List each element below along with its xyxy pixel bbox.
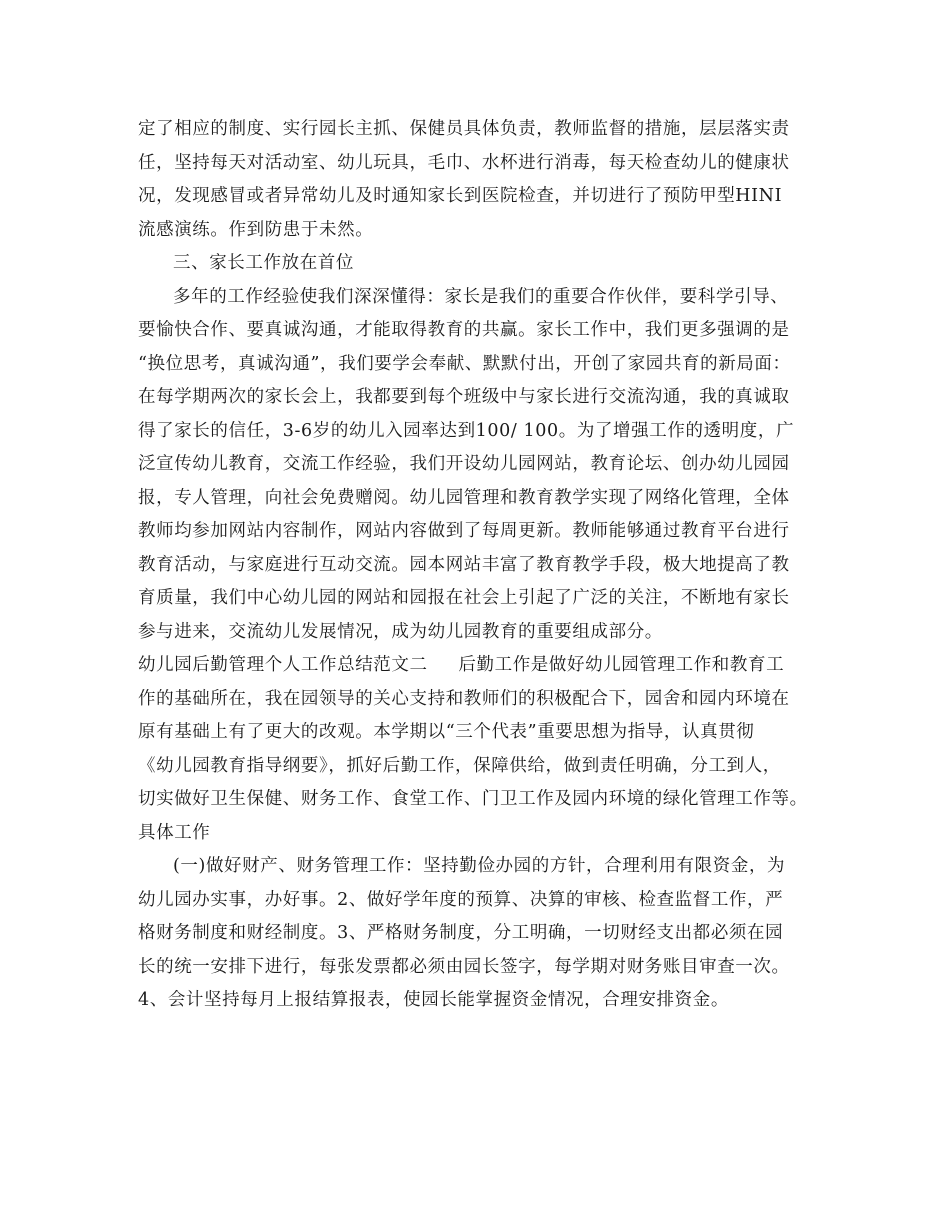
section-heading: 三、家长工作放在首位 [173,253,354,273]
text-line: 要愉快合作、要真诚沟通，才能取得教育的共赢。家长工作中，我们更多强调的是 [138,320,790,340]
text-line: 定了相应的制度、实行园长主抓、保健员具体负责，教师监督的措施，层层落实责 [138,119,790,139]
text-line: 原有基础上有了更大的改观。本学期以“三个代表”重要思想为指导，认真贯彻 [138,722,755,742]
text-line: 具体工作 [138,822,211,843]
text-line: 育质量，我们中心幼儿园的网站和园报在社会上引起了广泛的关注，不断地有家长 [138,588,790,608]
text-line: 作的基础所在，我在园领导的关心支持和教师们的积极配合下，园舍和园内环境在 [138,688,790,709]
article-title-line: 幼儿园后勤管理个人工作总结范文二 后勤工作是做好幼儿园管理工作和教育工 [138,655,785,675]
text-line: 报，专人管理，向社会免费赠阅。幼儿园管理和教育教学实现了网络化管理，全体 [138,487,790,508]
text-line: 切实做好卫生保健、财务工作、食堂工作、门卫工作及园内环境的绿化管理工作等。 [138,789,808,809]
text-line: 流感演练。作到防患于未然。 [138,219,374,240]
text-line: 参与进来，交流幼儿发展情况，成为幼儿园教育的重要组成部分。 [138,621,663,642]
text-line: 长的统一安排下进行，每张发票都必须由园长签字，每学期对财务账目审查一次。 [138,956,790,977]
text-line: (一)做好财产、财务管理工作：坚持勤俭办园的方针，合理利用有限资金，为 [173,856,786,876]
text-line: 多年的工作经验使我们深深懂得：家长是我们的重要合作伙伴，要科学引导、 [173,286,789,307]
text-line: 《幼儿园教育指导纲要》，抓好后勤工作，保障供给，做到责任明确，分工到人， [138,755,781,776]
text-line: 任，坚持每天对活动室、幼儿玩具，毛巾、水杯进行消毒，每天检查幼儿的健康状 [138,152,790,173]
text-line: 格财务制度和财经制度。3、严格财务制度，分工明确，一切财经支出都必须在园 [138,923,784,943]
body-text [138,113,828,1018]
text-line: 4、会计坚持每月上报结算报表，使园长能掌握资金情况，合理安排资金。 [138,990,729,1010]
text-line: 得了家长的信任，3-6岁的幼儿入园率达到100/ 100。为了增强工作的透明度，广 [138,420,795,441]
text-line: 幼儿园办实事，办好事。2、做好学年度的预算、决算的审核、检查监督工作，严 [138,889,784,910]
text-line: 教育活动，与家庭进行互动交流。园本网站丰富了教育教学手段，极大地提高了教 [138,554,790,575]
text-line: 教师均参加网站内容制作，网站内容做到了每周更新。教师能够通过教育平台进行 [138,521,790,541]
text-line: 泛宣传幼儿教育，交流工作经验，我们开设幼儿园网站，教育论坛、创办幼儿园园 [138,454,790,474]
text-line: 况，发现感冒或者异常幼儿及时通知家长到医院检查，并切进行了预防甲型HINI [138,186,783,206]
text-line: “换位思考，真诚沟通”，我们要学会奉献、默默付出，开创了家园共育的新局面： [138,353,791,374]
text-line: 在每学期两次的家长会上，我都要到每个班级中与家长进行交流沟通，我的真诚取 [138,387,790,407]
